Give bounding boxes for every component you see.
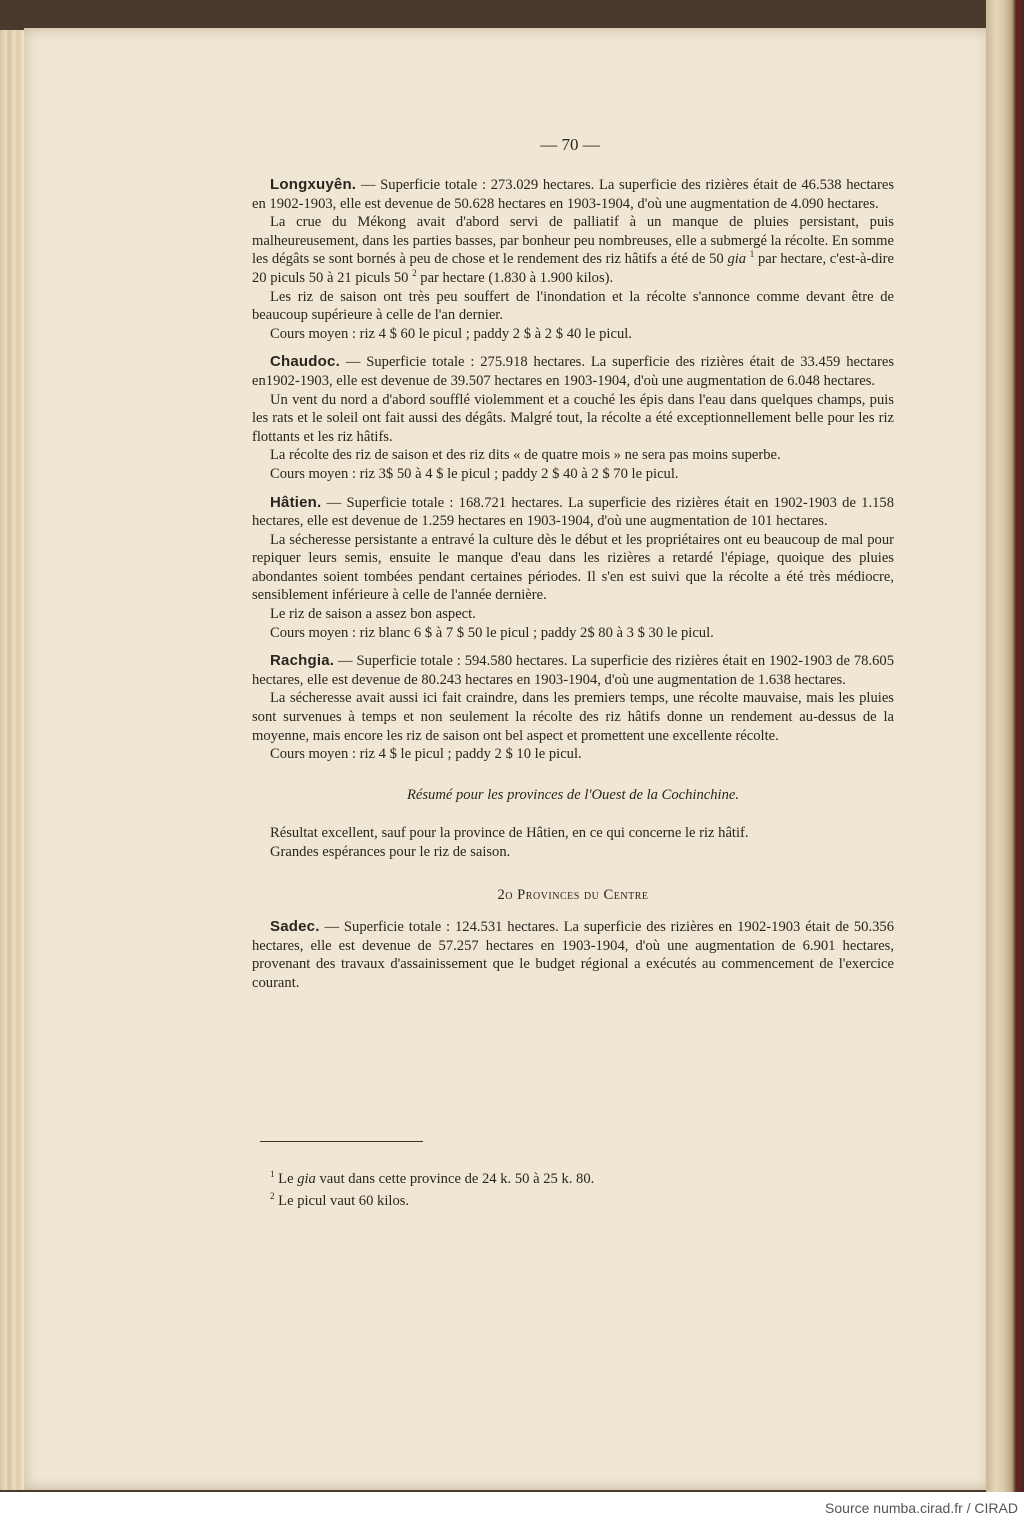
centre-heading: 2o Provinces du Centre xyxy=(497,886,649,903)
chaudoc-paragraph-1: Chaudoc. — Superficie totale : 275.918 hectares. La superficie des rizières était de 33.459 hectares en1902-1903, elle est devenue de 39.507 hectares en 1903-1904, d'où une augmentation de 6.048 hectares. xyxy=(252,353,894,389)
hatien-paragraph-1: Hâtien. — Superficie totale : 168.721 hectares. La superficie des rizières était en 1902-1903 de 1.158 hectares, elle est devenue de 1.259 hectares en 1903-1904, d'où une augmentation de 101 hectares. xyxy=(252,493,894,530)
province-name-sadec: Sadec. xyxy=(270,918,320,936)
province-name-rachgia: Rachgia. xyxy=(270,652,335,670)
footnote-ref-1: 1 xyxy=(749,249,755,260)
footnote-1: $^1$ Le gia vaut dans cette province de 24 k. 50 à 25 k. 80. xyxy=(270,1169,595,1187)
province-name-chaudoc: Chaudoc. xyxy=(270,353,340,371)
rachgia-prices: Cours moyen : riz 4 $ le picul ; paddy 2 $ 10 le picul. xyxy=(270,746,582,763)
footnote-divider xyxy=(260,1141,423,1142)
page-body xyxy=(252,176,894,993)
longxuyen-prices: Cours moyen : riz 4 $ 60 le picul ; paddy 2 $ à 2 $ 40 le picul. xyxy=(270,325,632,342)
footnote-2: $^2$ Le picul vaut 60 kilos. xyxy=(270,1191,410,1209)
resume-paragraph-1: Résultat excellent, sauf pour la province de Hâtien, en ce qui concerne le riz hâtif. xyxy=(270,825,749,842)
right-page-stack xyxy=(986,0,1024,1492)
footnotes xyxy=(270,1168,870,1212)
province-name-longxuyen: Longxuyên. xyxy=(270,176,357,193)
hatien-paragraph-3: Le riz de saison a assez bon aspect. xyxy=(270,606,476,623)
province-name-hatien: Hâtien. xyxy=(270,493,322,511)
rachgia-paragraph-2: La sécheresse avait aussi ici fait craindre, dans les premiers temps, une récolte mauvaise, mais les pluies sont survenues à temps et non seulement la récolte des riz hâtifs donne un rendement au-dessus de la moyenne, mais encore les riz de saison ont bel aspect et promettent une excellente récolte. xyxy=(252,690,894,744)
source-credit: Source numba.cirad.fr / CIRAD xyxy=(825,1500,1018,1516)
chaudoc-paragraph-2: Un vent du nord a d'abord soufflé violemment et a couché les épis dans l'eau dans quelques champs, puis les rats et le soleil ont fait aussi des dégâts. Malgré tout, la récolte a été exceptionnellement belle pour les riz flottants et les riz hâtifs. xyxy=(252,391,894,445)
hatien-paragraph-2: La sécheresse persistante a entravé la culture dès le début et les propriétaires ont eu beaucoup de mal pour repiquer leurs semis, ensuite le manque d'eau dans les rizières a retardé l'épiage, quoique des pluies abondantes soient tombées pendant certaines périodes. Il s'en est suivi que la récolte a été très médiocre, sensiblement inférieure à celle de l'année dernière. xyxy=(252,531,894,604)
resume-heading: Résumé pour les provinces de l'Ouest de la Cochinchine. xyxy=(406,786,740,803)
page-number: — 70 — xyxy=(540,135,600,154)
footnote-ref-2: 2 xyxy=(412,268,417,279)
hatien-prices: Cours moyen : riz blanc 6 $ à 7 $ 50 le picul ; paddy 2$ 80 à 3 $ 30 le picul. xyxy=(270,624,714,641)
sadec-paragraph-1: Sadec. — Superficie totale : 124.531 hectares. La superficie des rizières en 1902-1903 était de 50.356 hectares, elle est devenue de 57.257 hectares en 1903-1904, d'où une augmentation de 6.901 hectares, provenant des travaux d'assainissement que le budget régional a exécutés au commencement de l'exercice courant. xyxy=(252,918,894,991)
chaudoc-paragraph-3: La récolte des riz de saison et des riz dits « de quatre mois » ne sera pas moins superbe. xyxy=(270,447,781,464)
rachgia-paragraph-1: Rachgia. — Superficie totale : 594.580 hectares. La superficie des rizières était en 1902-1903 de 78.605 hectares, elle est devenue de 80.243 hectares en 1903-1904, d'où une augmentation de 1.638 hectares. xyxy=(252,652,894,688)
longxuyen-paragraph-1: Longxuyên. — Superficie totale : 273.029 hectares. La superficie des rizières était de 46.538 hectares en 1902-1903, elle est devenue de 50.628 hectares en 1903-1904, d'où une augmentation de 4.090 hectares. xyxy=(252,176,894,212)
resume-paragraph-2: Grandes espérances pour le riz de saison. xyxy=(270,844,511,860)
longxuyen-paragraph-2: La crue du Mékong avait d'abord servi de palliatif à un manque de pluies persistant, puis malheureusement, dans les parties basses, par bonheur peu nombreuses, elle a submergé la récolte. En somme les dégâts se sont bornés à peu de chose et le rendement des riz hâtifs a été de 50 gia $^1$ par hectare, c'est-à-dire 20 piculs 50 à 21 piculs 50 $^2$ par hectare (1.830 à 1.900 kilos). xyxy=(252,214,894,286)
longxuyen-paragraph-3: Les riz de saison ont très peu souffert de l'inondation et la récolte s'annonce comme devant être de beaucoup supérieure à celle de l'an dernier. xyxy=(252,288,894,324)
chaudoc-prices: Cours moyen : riz 3$ 50 à 4 $ le picul ; paddy 2 $ 40 à 2 $ 70 le picul. xyxy=(270,465,679,482)
